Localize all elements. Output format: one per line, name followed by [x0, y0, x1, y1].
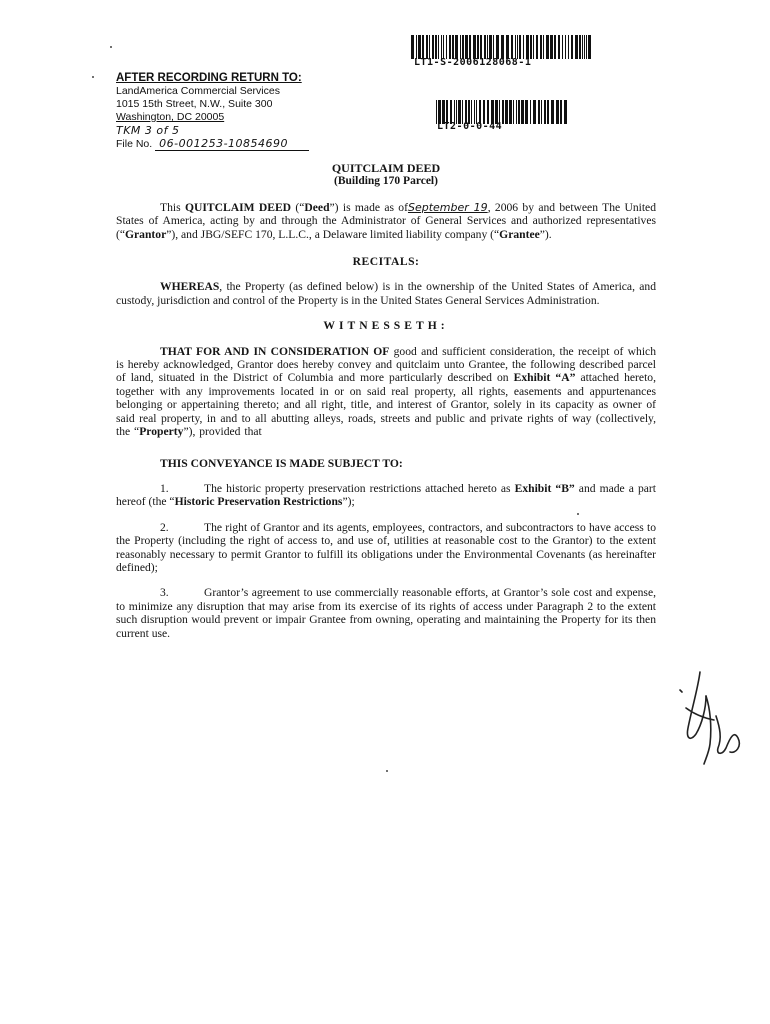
barcode-bar	[571, 35, 573, 59]
property-term: Property	[139, 425, 184, 439]
handwritten-code: TKM 3 of 5	[116, 124, 180, 137]
intro-text: ”).	[539, 227, 552, 241]
barcode-bar	[565, 35, 566, 59]
consideration-text: attached hereto, together with any improvements located in or on said real property, all rights, easements and appurtenances belonging or appertaining thereto; and all right, title, and interest of Grantor, solely in its capacity as owner of said real property, in and to all abutting alleys, roads, streets and public and private rights of way (collectively, the “	[116, 371, 656, 439]
barcode-bar	[547, 100, 549, 124]
intro-grantee: Grantee	[499, 227, 540, 241]
intro-paragraph	[116, 201, 656, 241]
barcode-bar	[516, 100, 517, 124]
handwritten-initials	[676, 668, 746, 768]
consideration-text: ”), provided that	[183, 425, 262, 439]
file-number-value: 06-001253-10854690	[155, 137, 309, 151]
subject-heading: THIS CONVEYANCE IS MADE SUBJECT TO:	[160, 456, 403, 470]
barcode-bar	[411, 35, 414, 59]
subject-item-2	[116, 521, 656, 575]
consideration-paragraph	[116, 345, 656, 439]
barcode-bar	[416, 35, 417, 59]
consideration-lead: THAT FOR AND IN CONSIDERATION OF	[160, 344, 390, 358]
barcode-bar	[558, 35, 560, 59]
item-text: The historic property preservation restrictions attached hereto as	[204, 481, 515, 495]
barcode-bar	[480, 35, 482, 59]
file-number-line	[116, 137, 356, 151]
barcode-bar	[554, 35, 556, 59]
barcode-bar	[584, 35, 585, 59]
barcode-bar	[546, 35, 549, 59]
barcode-bar	[579, 35, 581, 59]
handwritten-date: September 19	[407, 200, 488, 214]
barcode-bar	[556, 100, 559, 124]
barcode-bar	[477, 35, 479, 59]
return-company: LandAmerica Commercial Services	[116, 85, 280, 97]
barcode-bar	[511, 35, 513, 59]
stray-mark	[110, 46, 112, 48]
deed-title: QUITCLAIM DEED	[331, 161, 441, 175]
barcode-bar	[540, 35, 542, 59]
recording-barcode-top	[411, 35, 593, 59]
file-number-label: File No.	[116, 138, 153, 150]
barcode-bar	[544, 100, 546, 124]
barcode-bar	[568, 35, 569, 59]
item-number: 2.	[160, 520, 169, 534]
historic-restrictions-term: Historic Preservation Restrictions	[174, 495, 343, 509]
barcode-bar	[560, 100, 562, 124]
barcode-bar	[533, 100, 536, 124]
barcode-bar	[443, 35, 444, 59]
recitals-paragraph	[116, 280, 656, 307]
barcode-second-label: LT2-0-0-44	[437, 121, 503, 132]
barcode-bar	[438, 35, 439, 59]
barcode-bar	[462, 35, 464, 59]
intro-deed-short: Deed	[304, 200, 330, 214]
barcode-bar	[538, 100, 540, 124]
intro-text: This	[160, 200, 181, 214]
stray-mark	[92, 76, 94, 78]
barcode-top-label: LT1-S-2006128068-1	[414, 57, 532, 68]
barcode-bar	[582, 35, 583, 59]
exhibit-a-ref: Exhibit “A”	[513, 371, 576, 385]
barcode-bar	[489, 35, 492, 59]
barcode-bar	[517, 35, 518, 59]
barcode-bar	[435, 35, 437, 59]
barcode-bar	[503, 100, 504, 124]
barcode-bar	[460, 35, 461, 59]
barcode-bar	[465, 35, 468, 59]
barcode-bar	[422, 35, 424, 59]
intro-text: , 2006 by and between The United States of America, acting by and through the Administrator of General Services and authorized representatives (“	[116, 200, 657, 241]
intro-text: (“	[295, 200, 305, 214]
recitals-text: , the Property (as defined below) is in the ownership of the United States of America, and custody, jurisdiction and control of the Property is in the United States General Services Administration.	[116, 280, 656, 307]
barcode-bar	[418, 35, 421, 59]
barcode-bar	[487, 35, 488, 59]
barcode-bar	[533, 35, 534, 59]
item-text: Grantor’s agreement to use commercially reasonable efforts, at Grantor’s sole cost and expense, to minimize any disruption that may arise from its exercise of its rights of access under Paragraph 2 to the extent such disruption would prevent or impair Grantee from owning, operating and maintaining the Property for its then current use.	[116, 586, 656, 640]
barcode-bar	[449, 35, 451, 59]
barcode-bar	[530, 35, 532, 59]
deed-subtitle: (Building 170 Parcel)	[334, 175, 438, 188]
barcode-bar	[519, 35, 521, 59]
barcode-bar	[562, 35, 563, 59]
barcode-bar	[521, 100, 524, 124]
subject-item-3	[116, 586, 656, 640]
return-address-block	[116, 72, 356, 151]
barcode-bar	[536, 35, 538, 59]
barcode-bar	[484, 35, 486, 59]
item-text: ”);	[342, 495, 355, 509]
barcode-bar	[501, 35, 504, 59]
deed-body	[116, 160, 656, 640]
barcode-bar	[523, 35, 524, 59]
return-heading: AFTER RECORDING RETURN TO:	[116, 72, 302, 84]
item-text: The right of Grantor and its agents, employees, contractors, and subcontractors to have access to the Property (including the right of access to, and use of, utilities at reasonable cost to the Grantor) to the extent reasonably necessary to permit Grantor to fulfill its obligations under the Environmental Covenants (as hereinafter defined);	[116, 520, 656, 574]
return-street: 1015 15th Street, N.W., Suite 300	[116, 98, 273, 110]
return-city: Washington, DC 20005	[116, 111, 225, 123]
barcode-bar	[575, 35, 578, 59]
barcode-bar	[543, 35, 544, 59]
barcode-bar	[432, 35, 434, 59]
item-text: and made a part hereof (the “	[116, 481, 656, 509]
stray-mark	[386, 770, 388, 772]
barcode-bar	[550, 35, 553, 59]
barcode-bar	[530, 100, 531, 124]
barcode-bar	[541, 100, 542, 124]
intro-grantor: Grantor	[125, 227, 167, 241]
barcode-bar	[493, 35, 494, 59]
barcode-bar	[455, 35, 458, 59]
barcode-bar	[452, 35, 454, 59]
item-number: 1.	[160, 481, 169, 495]
intro-text: ”), and JBG/SEFC 170, L.L.C., a Delaware limited liability company (“	[166, 227, 500, 241]
witnesseth-heading: WITNESSETH:	[323, 319, 449, 333]
barcode-bar	[509, 100, 512, 124]
barcode-bar	[473, 35, 476, 59]
barcode-bar	[586, 35, 587, 59]
recitals-heading: RECITALS:	[352, 255, 420, 269]
intro-text: ”) is made as of	[329, 200, 408, 214]
barcode-bar	[446, 35, 447, 59]
barcode-bar	[426, 35, 428, 59]
barcode-bar	[588, 35, 591, 59]
barcode-bar	[526, 35, 529, 59]
consideration-text: good and sufficient consideration, the receipt of which is hereby acknowledged, Grantor does hereby convey and quitclaim unto Grantee, the following described parcel of land, situated in the District of Columbia and more particularly described on	[116, 344, 656, 385]
exhibit-b-ref: Exhibit “B”	[514, 481, 575, 495]
barcode-bar	[496, 35, 499, 59]
recitals-lead: WHEREAS	[160, 280, 220, 294]
barcode-bar	[551, 100, 554, 124]
barcode-bar	[564, 100, 567, 124]
intro-deed-name: QUITCLAIM DEED	[184, 200, 292, 214]
barcode-bar	[429, 35, 430, 59]
barcode-bar	[469, 35, 471, 59]
subject-item-1	[116, 482, 656, 509]
barcode-bar	[441, 35, 442, 59]
barcode-bar	[525, 100, 528, 124]
barcode-bar	[518, 100, 520, 124]
item-number: 3.	[160, 586, 169, 600]
barcode-bar	[515, 35, 516, 59]
barcode-bar	[513, 100, 514, 124]
barcode-bar	[506, 35, 509, 59]
barcode-bar	[505, 100, 508, 124]
